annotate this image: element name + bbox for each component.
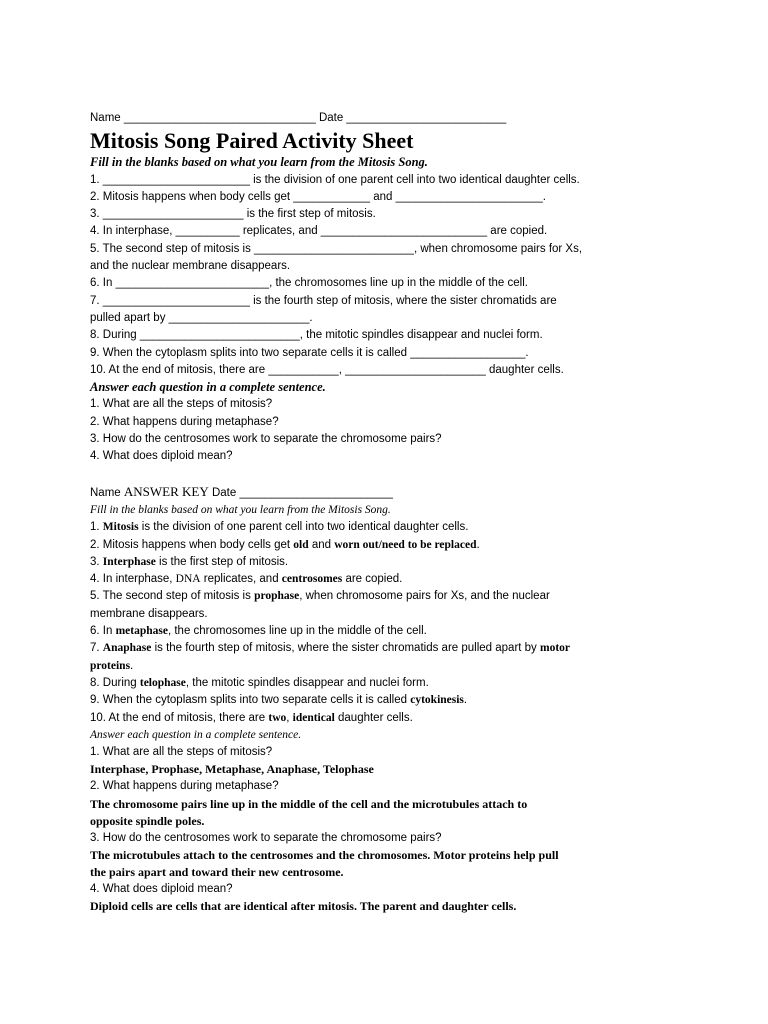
blank-item: 2. Mitosis happens when body cells get ____________ and _______________________. — [90, 190, 546, 203]
answer-key-item — [90, 710, 650, 727]
answer-key-answer: Interphase, Prophase, Metaphase, Anaphase, Telophase — [90, 762, 374, 777]
blank-item: 7. _______________________ is the fourth step of mitosis, where the sister chromatids are — [90, 294, 557, 307]
blank-item: 4. In interphase, __________ replicates, and __________________________ are copied. — [90, 225, 548, 238]
answer-key-item — [90, 537, 650, 554]
answer-text: . — [130, 659, 134, 672]
answer-key-item — [90, 606, 650, 623]
answer-key-answer-instructions: Answer each question in a complete sentence. — [90, 728, 302, 741]
answer-key-answer: Diploid cells are cells that are identical after mitosis. The parent and daughter cells. — [90, 899, 517, 914]
blank-item: 1. _______________________ is the division of one parent cell into two identical daughter cells. — [90, 173, 580, 186]
answer-key-fill-instructions: Fill in the blanks based on what you learn from the Mitosis Song. — [90, 503, 391, 516]
answer-key-item — [90, 640, 650, 657]
blank-item: 9. When the cytoplasm splits into two separate cells it is called __________________. — [90, 346, 529, 359]
answer-key-answer: The chromosome pairs line up in the middle of the cell and the microtubules attach to — [90, 796, 528, 811]
answer-key-question: 1. What are all the steps of mitosis? — [90, 746, 273, 759]
answer-key-question: 4. What does diploid mean? — [90, 882, 233, 895]
page-title: Mitosis Song Paired Activity Sheet — [90, 128, 414, 154]
question-item: 2. What happens during metaphase? — [90, 415, 279, 428]
answer-key-header — [90, 483, 650, 502]
answer-term: Mitosis — [102, 521, 139, 534]
answer-text: 2. Mitosis happens when body cells get — [90, 538, 294, 551]
answer-text: 10. At the end of mitosis, there are — [90, 711, 269, 724]
answer-key-question: 2. What happens during metaphase? — [90, 780, 279, 793]
answer-key-item — [90, 675, 650, 692]
fill-in-instructions: Fill in the blanks based on what you learn from the Mitosis Song. — [90, 155, 428, 170]
blank-item: and the nuclear membrane disappears. — [90, 260, 291, 273]
question-item: 1. What are all the steps of mitosis? — [90, 398, 273, 411]
date-label: Date ________________________ — [211, 486, 393, 499]
answer-text: , — [286, 711, 293, 724]
answer-text: 6. In — [90, 625, 116, 638]
answer-text: replicates, and — [200, 573, 282, 586]
answer-text: is the first step of mitosis. — [155, 555, 289, 568]
answer-text: 8. During — [90, 676, 140, 689]
blank-item: 10. At the end of mitosis, there are ___________, ______________________ daughter cells. — [90, 363, 564, 376]
answer-key-item — [90, 571, 650, 588]
answer-term: centrosomes — [281, 573, 343, 586]
answer-term: identical — [292, 711, 335, 724]
answer-key-item — [90, 519, 650, 536]
answer-term: proteins — [90, 659, 131, 672]
answer-term: DNA — [175, 573, 201, 586]
answer-key-item — [90, 623, 650, 640]
name-label: Name — [90, 486, 121, 499]
answer-term: prophase — [254, 590, 300, 603]
name-date-header: Name ______________________________ Date _________________________ — [90, 112, 507, 124]
answer-key-item — [90, 554, 650, 571]
answer-text: membrane disappears. — [90, 607, 208, 620]
answer-key-question: 3. How do the centrosomes work to separate the chromosome pairs? — [90, 831, 442, 844]
blank-item: 8. During _________________________, the mitotic spindles disappear and nuclei form. — [90, 329, 543, 342]
answer-text: 3. — [90, 555, 103, 568]
answer-key-answer: the pairs apart and toward their new centrosome. — [90, 864, 344, 879]
blank-item: pulled apart by ______________________. — [90, 311, 313, 324]
answer-text: 5. The second step of mitosis is — [90, 590, 255, 603]
answer-text: is the fourth step of mitosis, where the sister chromatids are pulled apart by — [151, 642, 540, 655]
answer-text: is the division of one parent cell into two identical daughter cells. — [138, 521, 469, 534]
answer-key-label: ANSWER KEY — [123, 483, 209, 499]
answer-text: 9. When the cytoplasm splits into two separate cells it is called — [90, 694, 411, 707]
answer-text: , the mitotic spindles disappear and nuclei form. — [185, 676, 429, 689]
answer-term: worn out/need to be replaced — [334, 538, 477, 551]
answer-key-item — [90, 658, 650, 675]
answer-text: 1. — [90, 521, 103, 534]
answer-term: two — [268, 711, 287, 724]
answer-key-item — [90, 692, 650, 709]
answer-term: metaphase — [115, 625, 168, 638]
answer-text: are copied. — [342, 573, 403, 586]
question-item: 3. How do the centrosomes work to separate the chromosome pairs? — [90, 433, 442, 446]
answer-key-item — [90, 588, 650, 605]
answer-term: old — [293, 538, 309, 551]
answer-term: Anaphase — [102, 642, 152, 655]
worksheet-page — [90, 110, 650, 915]
answer-term: Interphase — [102, 555, 156, 568]
question-item: 4. What does diploid mean? — [90, 450, 233, 463]
answer-key-answer: The microtubules attach to the centrosomes and the chromosomes. Motor proteins help pull — [90, 847, 559, 862]
blank-item: 5. The second step of mitosis is _________________________, when chromosome pairs for Xs, — [90, 242, 583, 255]
blank-item: 6. In ________________________, the chromosomes line up in the middle of the cell. — [90, 277, 528, 290]
answer-key-items — [90, 519, 650, 727]
answer-key-questions — [90, 744, 650, 915]
answer-instructions: Answer each question in a complete sentence. — [90, 380, 326, 395]
answer-text: . — [463, 694, 468, 707]
answer-text: daughter cells. — [334, 711, 413, 724]
answer-text: , when chromosome pairs for Xs, and the nuclear — [299, 590, 550, 603]
answer-text: . — [476, 538, 480, 551]
blank-item: 3. ______________________ is the first step of mitosis. — [90, 208, 376, 221]
answer-text: 7. — [90, 642, 103, 655]
answer-term: motor — [540, 642, 571, 655]
answer-text: , the chromosomes line up in the middle of the cell. — [167, 625, 427, 638]
answer-term: cytokinesis — [410, 694, 464, 707]
answer-key-answer: opposite spindle poles. — [90, 813, 205, 828]
answer-term: telophase — [139, 676, 186, 689]
answer-text: and — [308, 538, 335, 551]
answer-text: 4. In interphase, — [90, 573, 176, 586]
